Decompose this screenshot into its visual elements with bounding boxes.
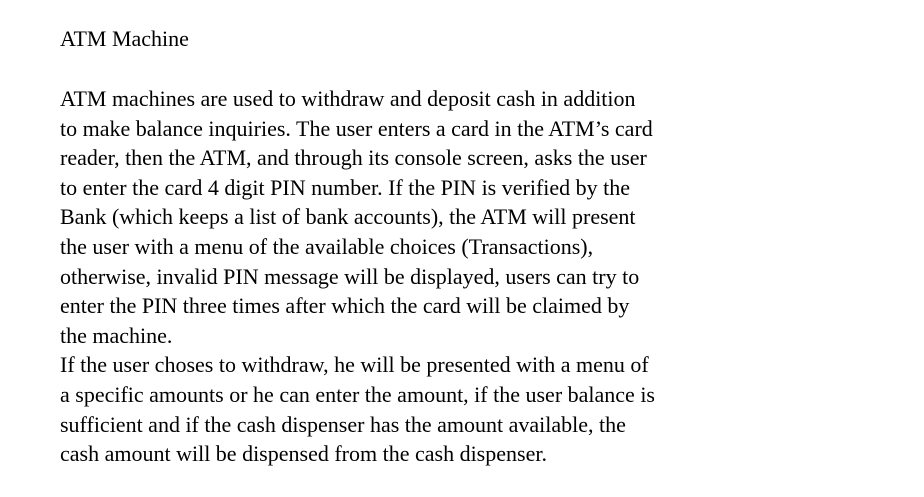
paragraph-withdraw — [60, 350, 780, 468]
text-line: the user with a menu of the available choices (Transactions), — [60, 233, 594, 259]
text-line: the machine. — [60, 322, 173, 348]
text-line: to enter the card 4 digit PIN number. If the PIN is verified by the — [60, 174, 631, 200]
text-line: enter the PIN three times after which the card will be claimed by — [60, 293, 630, 319]
text-line: If the user choses to withdraw, he will be presented with a menu of — [60, 352, 649, 378]
text-line: a specific amounts or he can enter the amount, if the user balance is — [60, 381, 655, 407]
text-line: reader, then the ATM, and through its console screen, asks the user — [60, 145, 647, 171]
text-line: otherwise, invalid PIN message will be displayed, users can try to — [60, 263, 640, 289]
text-line: to make balance inquiries. The user enters a card in the ATM’s card — [60, 115, 653, 141]
text-line: cash amount will be dispensed from the cash dispenser. — [60, 441, 547, 467]
document-text — [60, 84, 780, 469]
document-body — [60, 24, 780, 469]
text-line: Bank (which keeps a list of bank accounts), the ATM will present — [60, 204, 636, 230]
text-line: sufficient and if the cash dispenser has the amount available, the — [60, 411, 626, 437]
document-title: ATM Machine — [60, 26, 189, 51]
text-line: ATM machines are used to withdraw and deposit cash in addition — [60, 86, 636, 111]
paragraph-atm-overview — [60, 84, 780, 350]
